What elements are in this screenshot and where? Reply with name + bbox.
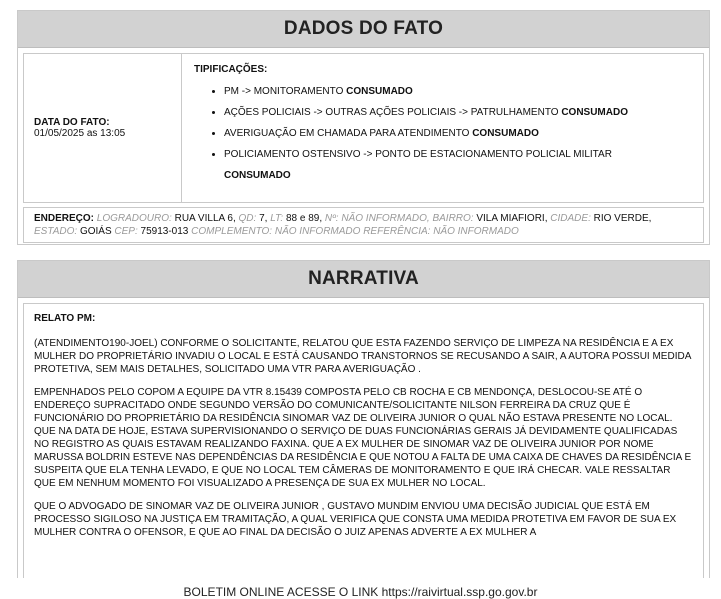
cep-value: 75913-013 — [140, 226, 189, 237]
tipificacao-item — [224, 123, 691, 144]
dados-do-fato-section — [17, 10, 710, 245]
tipificacoes-cell — [182, 54, 703, 202]
tipificacao-item — [224, 144, 691, 186]
tipificacao-status: CONSUMADO — [224, 170, 291, 181]
tipificacao-text: PM -> MONITORAMENTO — [224, 86, 347, 97]
boletim-online-footer: BOLETIM ONLINE ACESSE O LINK https://raivirtual.ssp.go.gov.br — [183, 585, 538, 599]
narrativa-paragraph: (ATENDIMENTO190-JOEL) CONFORME O SOLICITANTE, RELATOU QUE ESTA FAZENDO SERVIÇO DE LIMPEZA NA RESIDÊNCIA E A EX MULHER DO PROPRIETÁRIO INVADIU O LOCAL E ESTÁ CAUSANDO TRANSTORNOS SE RECUSANDO A SAIR, A AUTORA POSSUI MEDIDA PROTETIVA, SEM MAIS DETALHES, SOLICITADO UMA VTR PARA AVERIGUAÇÃO . — [34, 338, 691, 375]
data-do-fato-cell — [24, 54, 182, 202]
qd-value: 7, — [259, 213, 268, 224]
relato-pm-label: RELATO PM: — [34, 313, 96, 324]
tipificacao-status: CONSUMADO — [561, 107, 628, 118]
tipificacao-text: AVERIGUAÇÃO EM CHAMADA PARA ATENDIMENTO — [224, 128, 473, 139]
tipificacao-item — [224, 102, 691, 123]
qd-label: QD: — [238, 213, 257, 224]
estado-value: GOIÁS — [79, 226, 112, 237]
endereco-label: ENDEREÇO: — [34, 213, 95, 224]
estado-label: ESTADO: — [34, 226, 78, 237]
bairro-value: VILA MIAFIORI, — [476, 213, 548, 224]
endereco-box — [23, 207, 704, 243]
bairro-label: BAIRRO: — [432, 213, 474, 224]
tipificacao-text: POLICIAMENTO OSTENSIVO -> PONTO DE ESTACIONAMENTO POLICIAL MILITAR — [224, 149, 612, 160]
narrativa-section — [17, 260, 710, 578]
dados-do-fato-title: DADOS DO FATO — [18, 11, 709, 48]
narrativa-title: NARRATIVA — [18, 261, 709, 298]
logradouro-value: RUA VILLA 6, — [174, 213, 236, 224]
cidade-label: CIDADE: — [550, 213, 591, 224]
tipificacao-text: AÇÕES POLICIAIS -> OUTRAS AÇÕES POLICIAIS -> PATRULHAMENTO — [224, 107, 562, 118]
tipificacao-status: CONSUMADO — [346, 86, 413, 97]
numero-value: Nº: NÃO INFORMADO, — [324, 213, 430, 224]
cep-label: CEP: — [114, 226, 138, 237]
data-do-fato-label: DATA DO FATO: — [34, 117, 110, 128]
complemento-value: COMPLEMENTO: NÃO INFORMADO REFERÊNCIA: NÃO INFORMADO — [191, 226, 519, 237]
lt-value: 88 e 89, — [285, 213, 323, 224]
fato-details-box — [23, 53, 704, 203]
narrativa-paragraph: EMPENHADOS PELO COPOM A EQUIPE DA VTR 8.15439 COMPOSTA PELO CB ROCHA E CB MENDONÇA, DESLOCOU-SE ATÉ O ENDEREÇO SUPRACITADO ONDE SEGUNDO VERSÃO DO COMUNICANTE/SOLICITANTE NILSON FERREIRA DA CRUZ QUE É FUNCIONÁRIO DO PROPRIETÁRIO DA RESIDÊNCIA SINOMAR VAZ DE OLIVEIRA JUNIOR O QUAL NÃO ESTAVA PRESENTE NO LOCAL. QUE NA DATA DE HOJE, ESTAVA SUPERVISIONANDO O SERVIÇO DE DUAS FUNCIONÁRIAS GERAIS JÁ DEVIDAMENTE QUALIFICADAS NO REGISTRO AS QUAIS ESTAVAM REALIZANDO FAXINA. QUE A EX MULHER DE SINOMAR VAZ DE OLIVEIRA JUNIOR POR NOME MARUSSA BOLDRIN ESTEVE NAS DEPENDÊNCIAS DA RESIDÊNCIA E QUE NOTOU A FALTA DE UMA CAIXA DE CHAVES DA RESIDÊNCIA E SUSPEITA QUE ELA TENHA LEVADO, E QUE NO LOCAL TEM CÂMERAS DE MONITORAMENTO E QUE IRÁ CHECAR. VALE RESSALTAR QUE EM NENHUM MOMENTO FOI VISUALIZADO A PRESENÇA DE SUA EX MULHER NO LOCAL. — [34, 387, 692, 489]
cidade-value: RIO VERDE, — [593, 213, 652, 224]
data-do-fato-value: 01/05/2025 as 13:05 — [34, 128, 126, 139]
tipificacao-status: CONSUMADO — [472, 128, 539, 139]
narrativa-paragraph: QUE O ADVOGADO DE SINOMAR VAZ DE OLIVEIRA JUNIOR , GUSTAVO MUNDIM ENVIOU UMA DECISÃO JUDICIAL QUE ESTÁ EM PROCESSO SIGILOSO NA JUSTIÇA EM TRAMITAÇÃO, A QUAL VERIFICA QUE CONSTA UMA MEDIDA PROTETIVA EM FAVOR DE SUA EX MULHER CONTRA O OFENSOR, E QUE AO FINAL DA DECISÃO O JUIZ APENAS ADVERTE A EX MULHER A — [34, 501, 677, 538]
tipificacoes-list — [194, 81, 691, 186]
lt-label: LT: — [270, 213, 284, 224]
narrativa-body — [23, 303, 704, 578]
tipificacao-item — [224, 81, 691, 102]
tipificacoes-label: TIPIFICAÇÕES: — [194, 64, 268, 75]
logradouro-label: LOGRADOURO: — [96, 213, 172, 224]
